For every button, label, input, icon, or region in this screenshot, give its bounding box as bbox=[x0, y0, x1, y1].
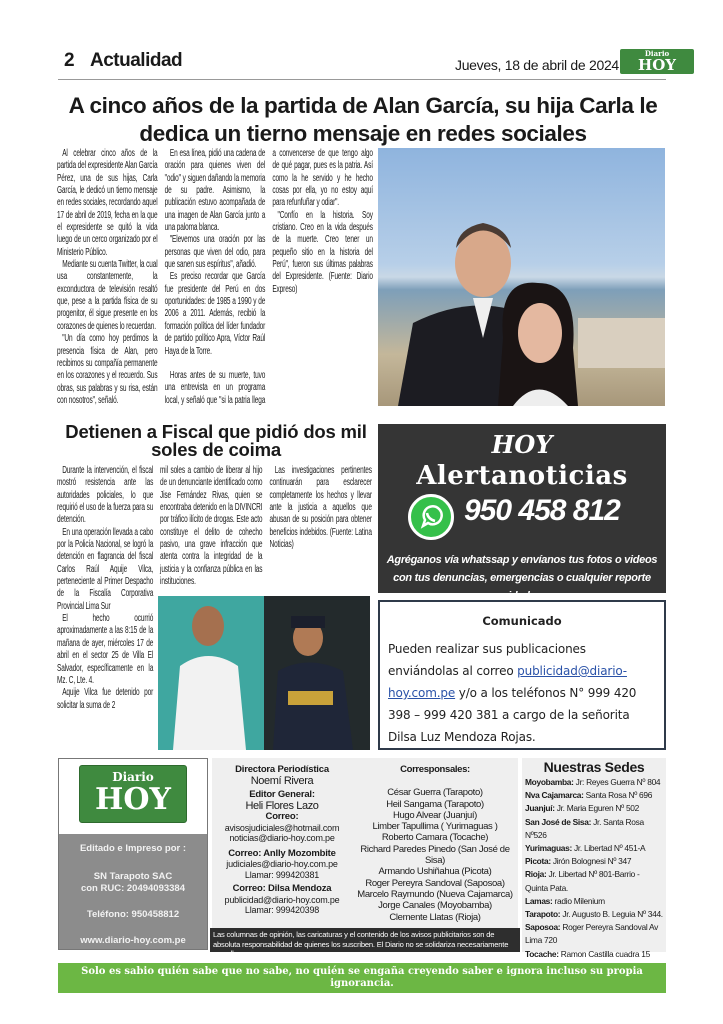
contact-phone: Llamar: 999420398 bbox=[244, 905, 320, 915]
staff-box bbox=[212, 758, 518, 928]
paragraph: "Elevemos una oración por las personas que viven del odio, para que sanen sus espíritus", añadió. bbox=[164, 234, 266, 271]
logo-main: HOY bbox=[95, 782, 171, 817]
sede-address: Ramon Castilla cuadra 15 bbox=[558, 948, 650, 959]
correspondent: Armando Ushiñahua (Picota) bbox=[378, 866, 492, 878]
header-divider bbox=[58, 79, 666, 80]
photo-illustration bbox=[378, 148, 665, 406]
article2-headline: Detienen a Fiscal que pidió dos mil soles de coima bbox=[65, 421, 367, 460]
article1-body bbox=[57, 148, 373, 414]
sede-item bbox=[525, 921, 663, 947]
paragraph: Aquije Vilca fue detenido por solicitar la suma de 2 bbox=[57, 687, 154, 711]
sedes-box bbox=[522, 758, 666, 959]
correspondent: Jorge Canales (Moyobamba) bbox=[378, 900, 492, 912]
paragraph: En esa línea, pidió una cadena de oración para quienes viven del "odio" y siguen dañando la memoria de su padre. Asimismo, la publicación estuvo acompañada de una imagen de Alan García junto a una paloma blanca. bbox=[164, 148, 266, 234]
website: www.diario-hoy.com.pe bbox=[80, 935, 186, 946]
mail: judiciales@diario-hoy.com.pe bbox=[226, 859, 338, 869]
staff-list bbox=[212, 764, 352, 916]
sede-city: Rioja: bbox=[525, 869, 547, 880]
correspondent: Roberto Camara (Tocache) bbox=[381, 832, 489, 844]
alert-brand: HOY bbox=[491, 430, 553, 459]
correspondents-title: Corresponsales: bbox=[400, 764, 470, 775]
director-label: Directora Periodística bbox=[235, 764, 329, 775]
paragraph: "Confío en la historia. Soy cristiano. Creo en la vida después de la muerte. Creo tener un pequeño sitio en la historia del Perú", fueron sus últimas palabras del Expresidente. (Fuente: Diario Expreso) bbox=[272, 209, 373, 295]
correspondent: Heil Sangama (Tarapoto) bbox=[386, 798, 484, 810]
sede-address: Jr. Libertad Nº 801-Barrio - Quinta Pata. bbox=[525, 869, 640, 893]
sede-city: San José de Sisa: bbox=[525, 816, 592, 827]
sede-city: Moyobamba: bbox=[525, 777, 574, 787]
sede-address: Jr. Augusto B. Leguia Nº 344. bbox=[560, 909, 663, 920]
sede-item bbox=[525, 802, 663, 815]
phone: Teléfono: 950458812 bbox=[86, 909, 180, 920]
sede-item bbox=[525, 948, 663, 961]
contact-phone: Llamar: 999420381 bbox=[244, 869, 320, 880]
sede-item bbox=[525, 895, 663, 908]
paragraph: Durante la intervención, el fiscal mostró resistencia ante las autoridades policiales, lo que requirió el uso de la fuerza para su detención. bbox=[57, 465, 154, 526]
sede-address: Jirón Bolognesi Nº 347 bbox=[550, 856, 632, 867]
sede-item bbox=[525, 842, 663, 855]
alert-title: Alertanoticias bbox=[416, 461, 628, 491]
comunicado-text: Pueden realizar sus publicaciones enviándolas al correo bbox=[388, 642, 586, 678]
paragraph: Es preciso recordar que García fue presidente del Perú en dos oportunidades: de 1985 a 1990 y de 2006 a 2011. Además, recibió la formación política del líder fundador de partido político Apra, Víctor Raúl Haya de la Torre. bbox=[164, 271, 266, 357]
paragraph: En una operación llevada a cabo por la Policía Nacional, se logró la detención en flagrancia del fiscal Carlos Raúl Aquije Vilca, perteneciente al Primer Despacho de la Fiscalía Corporativa Provincial Lima Sur bbox=[57, 526, 154, 612]
logo-top: Diario bbox=[112, 770, 154, 784]
company: SN Tarapoto SAC bbox=[93, 871, 173, 882]
comunicado-text: y/o a los teléfonos N° 999 420 398 – 999 420 381 a cargo de la señorita Dilsa Luz Mendoza Rojas. bbox=[388, 686, 637, 744]
alertanoticias-ad bbox=[378, 424, 666, 602]
correspondent: Roger Pereyra Sandoval (Saposoa) bbox=[365, 877, 505, 889]
whatsapp-icon bbox=[408, 494, 454, 540]
paragraph: "Un día como hoy perdimos la presencia física de Alan, pero recibimos su compañía permanente en los corazones y el recuerdo. Sus obras, sus palabras y su risa, están con nosotros", señaló. bbox=[57, 333, 158, 406]
sede-item bbox=[525, 776, 663, 789]
mail: avisosjudiciales@hotmail.com bbox=[224, 822, 340, 833]
correspondent: Clemente Llatas (Rioja) bbox=[389, 911, 481, 923]
photo-illustration bbox=[158, 596, 370, 750]
sede-city: Lamas: bbox=[525, 895, 553, 906]
article2-column-1 bbox=[57, 465, 153, 712]
sede-address: Jr. Libertad Nº 451-A bbox=[571, 843, 646, 854]
correspondents-list bbox=[352, 764, 518, 923]
sede-item bbox=[525, 855, 663, 868]
sede-city: Tocache: bbox=[525, 948, 559, 959]
contact-label: Correo: Dilsa Mendoza bbox=[232, 883, 332, 894]
comunicado-box bbox=[378, 600, 666, 750]
sede-address: Jr. Maria Eguren Nº 502 bbox=[554, 803, 640, 814]
comunicado-body bbox=[380, 638, 664, 748]
sede-item bbox=[525, 816, 663, 842]
page-number: 2 bbox=[64, 50, 75, 71]
article2-photo bbox=[158, 596, 370, 750]
sede-address: Jr: Reyes Guerra Nº 804 bbox=[573, 777, 661, 787]
sede-item bbox=[525, 789, 663, 802]
alert-phone: 950 458 812 bbox=[464, 494, 620, 527]
sede-address: Jr. Santa Rosa Nº526 bbox=[525, 816, 644, 840]
edited-by: Editado e Impreso por : bbox=[79, 843, 187, 854]
sede-city: Yurimaguas: bbox=[525, 843, 572, 854]
editor-label: Editor General: bbox=[249, 789, 315, 800]
footer-logo bbox=[79, 765, 187, 823]
disclaimer: Las columnas de opinión, las caricaturas y el contenido de los avisos publicitarios son de absoluta responsabilidad de quienes los suscriben. El Diario no se solidariza necesariamente con ellos. bbox=[210, 928, 520, 952]
correspondent: Marcelo Raymundo (Nueva Cajamarca) bbox=[357, 888, 513, 900]
sede-city: Saposoa: bbox=[525, 922, 561, 933]
sede-city: Tarapoto: bbox=[525, 909, 561, 920]
header-logo bbox=[620, 49, 694, 74]
correspondent: Hugo Alvear (Juanjuí) bbox=[392, 809, 477, 821]
director-name: Noemí Rivera bbox=[250, 774, 314, 787]
mail: publicidad@diario-hoy.com.pe bbox=[224, 894, 340, 905]
logo-top: Diario bbox=[644, 49, 670, 58]
comunicado-title: Comunicado bbox=[482, 614, 562, 628]
paragraph: Horas antes de su muerte, tuvo una entrevista en un programa local, y señaló que "si la patria llega a convencerse de que tengo algo de qué pagar, pues es la patria. Así como la he servido y he hecho cosas por ella, yo no estoy aquí para refunfuñar y odiar". bbox=[164, 148, 373, 406]
sede-address: radio Milenium bbox=[552, 895, 605, 906]
sede-city: Juanjuí: bbox=[525, 803, 555, 814]
sede-address: Santa Rosa Nº 696 bbox=[583, 790, 653, 801]
article2-columns-2-3 bbox=[160, 465, 372, 593]
paragraph: Mediante su cuenta Twitter, la cual usa constantemente, la exconductora de televisión resaltó que, pese a la partida física de su progenitor, él sigue presente en los corazones de quienes lo recuerdan. bbox=[57, 259, 158, 332]
editor-name: Heli Flores Lazo bbox=[245, 799, 319, 812]
sede-city: Picota: bbox=[525, 856, 551, 867]
alert-message: Agréganos vía whatssap y envíanos tus fotos o videos con tus denuncias, emergencias o cualquier reporte cuidadano bbox=[386, 554, 658, 602]
email-link[interactable]: publicidad@diario-hoy.com.pe bbox=[388, 664, 627, 700]
mail-label: Correo: bbox=[265, 811, 299, 822]
sede-item bbox=[525, 868, 663, 894]
sede-city: Nva Cajamarca: bbox=[525, 790, 584, 801]
motto-bar: Solo es sabio quién sabe que no sabe, no quién se engaña creyendo saber e ignora incluso su propia ignorancia. bbox=[58, 963, 666, 993]
paragraph: El hecho ocurrió aproximadamente a las 8:15 de la mañana de ayer, miércoles 17 de abril en el sector 25 de Villa El Salvador, específicamente en la Mz. C, Lte. 4. bbox=[57, 613, 154, 686]
article1-photo bbox=[378, 148, 665, 406]
section-title: Actualidad bbox=[90, 50, 183, 71]
contact-label: Correo: Anlly Mozombite bbox=[228, 847, 336, 859]
mail: noticias@diario-hoy.com.pe bbox=[229, 833, 335, 843]
footer-masthead bbox=[58, 758, 208, 950]
logo-main: HOY bbox=[638, 56, 676, 74]
sede-address: Roger Pereyra Sandoval Av Lima 720 bbox=[525, 922, 659, 946]
paragraph: mil soles a cambio de liberar al hijo de un denunciante identificado como Jise Fernández Rivas, quien se encontraba detenido en la DIVINCRI por tráfico ilícito de drogas. Este acto constituye el delito de cohecho pasivo, una grave infracción que atenta contra la integridad de la justicia y la confianza pública en las instituciones. bbox=[160, 465, 263, 588]
issue-date: Jueves, 18 de abril de 2024 bbox=[455, 57, 619, 73]
correspondent: Limber Tapullima ( Yurimaguas ) bbox=[372, 821, 498, 833]
ruc: con RUC: 20494093384 bbox=[80, 883, 186, 894]
correspondent: César Guerra (Tarapoto) bbox=[387, 787, 483, 799]
article1-headline: A cinco años de la partida de Alan García, su hija Carla le dedica un tierno mensaje en redes sociales bbox=[68, 93, 658, 146]
paragraph: Las investigaciones pertinentes continuarán para esclarecer completamente los hechos y llevar ante la justicia a aquellos que abusan de su posición para obtener beneficios indebidos. (Fuente: Latina Noticias) bbox=[269, 465, 372, 551]
sedes-title: Nuestras Sedes bbox=[543, 759, 645, 775]
paragraph: Al celebrar cinco años de la partida del expresidente Alan García Pérez, una de sus hijas, Carla García, le dedicó un tierno mensaje en redes sociales, recordando aquel 17 de abril de 2019, fecha en la que el expresidente se quitó la vida luego de un cerco organizado por el Ministerio Público. bbox=[57, 148, 158, 258]
correspondent: Richard Paredes Pinedo (San José de Sisa) bbox=[360, 843, 510, 867]
sede-item bbox=[525, 908, 663, 921]
